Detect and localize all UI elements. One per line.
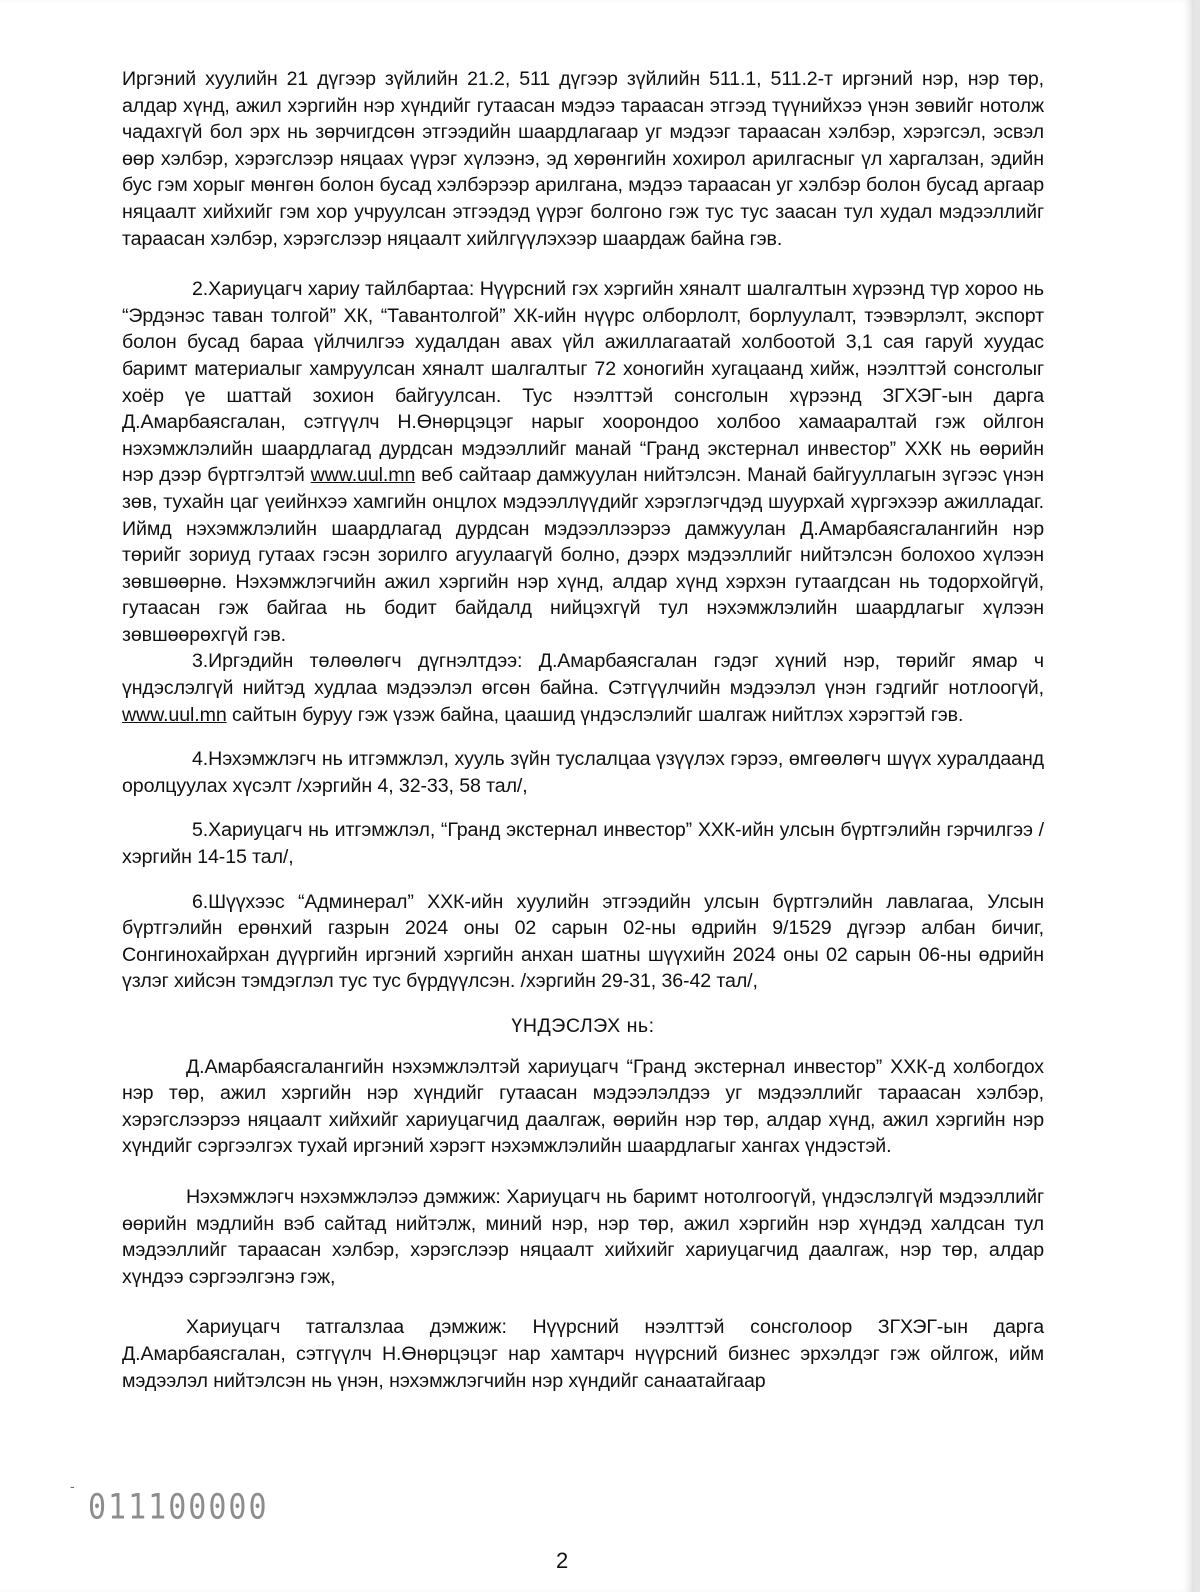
paragraph-citizen-representative-text-2: сайтын буруу гэж үзэж байна, цаашид үндэслэлийг шалгаж нийтлэх хэрэгтэй гэв. (226, 703, 964, 726)
paragraph-civil-code: Иргэний хуулийн 21 дүгээр зүйлийн 21.2, 511 дүгээр зүйлийн 511.1, 511.2-т иргэний нэр, нэр төр, алдар хүнд, ажил хэргийн нэр хүндийг гутаасан мэдээ тараасан этгээд түүнийхээ үнэн зөвийг нотолж чадахгүй бол эрх нь зөрчигдсөн этгээдийн шаардлагаар уг мэдээг тараасан хэлбэр, хэрэгсэл, эсвэл өөр хэлбэр, хэрэгслээр няцаах үүрэг хүлээнэ, эд хөрөнгийн хохирол арилгасныг үл харгалзан, эдийн бус гэм хорыг мөнгөн болон бусад хэлбэрээр арилгана, мэдээ тараасан уг хэлбэр болон бусад аргаар няцаалт хийхийг гэм хор учруулсан этгээдэд үүрэг болгоно гэж тус тус заасан тул худал мэдээллийг тараасан хэлбэр, хэрэгслээр няцаалт хийлгүүлэхээр шаардаж байна гэв. (122, 68, 1044, 250)
website-link-2[interactable]: www.uul.mn (122, 703, 227, 726)
paragraph-defendant-documents: 5.Хариуцагч нь итгэмжлэл, “Гранд экстернал инвестор” ХХК-ийн улсын бүртгэлийн гэрчилгээ /хэргийн 14-15 тал/, (122, 819, 1044, 869)
margin-mark: - (70, 1478, 75, 1494)
paragraph-citizen-representative-text-1: 3.Иргэдийн төлөөлөгч дүгнэлтдээ: Д.Амарбаясгалан гэдэг хүний нэр, төрийг ямар ч үндэслэлгүй нийтэд худлаа мэдээлэл өгсөн байна. Сэтгүүлчийн мэдээлэл үнэн гэдгийг нотлоогүй, (122, 650, 1044, 700)
paragraph-defendant-response-text-2: веб сайтаар дамжуулан нийтэлсэн. Манай байгууллагын зүгээс үнэн зөв, тухайн цаг үеийнхээ хамгийн онцлох мэдээллүүдийг хэрэглэгчдэд шуурхай хүргэхээр ажилладаг. Иймд нэхэмжлэлийн шаардлагад дурдсан мэдээллээрээ дамжуулан Д.Амарбаясгалангийн нэр төрийг зориуд гутаах гэсэн зорилго агуулаагүй болно, дээрх мэдээллийг нийтэлсэн болохоо хүлээн зөвшөөрнө. Нэхэмжлэгчийн ажил хэргийн нэр хүнд, алдар хүнд хэрхэн гутаагдсан нь тодорхойгүй, гутаасан гэж байгаа нь бодит байдалд нийцэхгүй тул нэхэмжлэлийн шаардлагыг хүлээн зөвшөөрөхгүй гэв. (122, 464, 1044, 646)
paragraph-grounds: Д.Амарбаясгалангийн нэхэмжлэлтэй хариуцагч “Гранд экстернал инвестор” ХХК-д холбогдох нэр төр, ажил хэргийн нэр хүндийг гутаасан мэдээлэлдээ уг мэдээллийг тараасан хэлбэр, хэрэгслээрээ няцаалт хийхийг хариуцагчид даалгаж, өөрийн нэр төр, алдар хүнд, ажил хэргийн нэр хүндийг сэргээлгэх тухай иргэний хэрэгт нэхэмжлэлийн шаардлагыг хангах үндэстэй. (122, 1055, 1044, 1158)
document-body (122, 66, 1044, 1394)
page-number: 2 (556, 1548, 569, 1573)
paragraph-court-documents: 6.Шүүхээс “Админерал” ХХК-ийн хуулийн этгээдийн улсын бүртгэлийн лавлагаа, Улсын бүртгэлийн ерөнхий газрын 2024 оны 02 сарын 02-ны өдрийн 9/1529 дүгээр албан бичиг, Сонгинохайрхан дүүргийн иргэний хэргийн анхан шатны шүүхийн 2024 оны 02 сарын 06-ны өдрийн үзлэг хийсэн тэмдэглэл тус тус бүрдүүлсэн. /хэргийн 29-31, 36-42 тал/, (122, 890, 1044, 993)
website-link[interactable]: www.uul.mn (310, 464, 416, 487)
serial-number-stamp: 011100000 (88, 1487, 269, 1528)
paragraph-defendant-response (122, 276, 1044, 648)
paragraph-plaintiff-support: Нэхэмжлэгч нэхэмжлэлээ дэмжиж: Хариуцагч нь баримт нотолгоогүй, үндэслэлгүй мэдээллийг өөрийн мэдлийн вэб сайтад нийтэлж, миний нэр, нэр төр, ажил хэргийн нэр хүндэд халдсан тул мэдээллийг тараасан хэлбэр, хэрэгслээр няцаалт хийхийг хариуцагчид даалгаж, нэр төр, алдар хүндээ сэргээлгэнэ гэж, (122, 1185, 1044, 1288)
paragraph-defendant-response-text-1: 2.Хариуцагч хариу тайлбартаа: Нүүрсний гэх хэргийн хяналт шалгалтын хүрээнд түр хороо нь “Эрдэнэс таван толгой” ХК, “Тавантолгой” ХК-ийн нүүрс олборлолт, борлуулалт, тээвэрлэлт, экспорт болон бусад бараа үйлчилгээ худалдан авах үйл ажиллагаатай холбоотой 3,1 сая гаруй хуудас баримт материалыг хамруулсан хяналт шалгалтыг 72 хоногийн хугацаанд хийж, нээлттэй сонсголыг хоёр үе шаттай зохион байгуулсан. Тус нээлттэй сонсголын хүрээнд ЗГХЭГ-ын дарга Д.Амарбаясгалан, сэтгүүлч Н.Өнөрцэцэг нарыг хоорондоо холбоо хамааралтай гэж ойлгон нэхэмжлэлийн шаардлагад дурдсан мэдээллийг манай “Гранд экстернал инвестор” ХХК нь өөрийн нэр дээр бүртгэлтэй (122, 278, 1044, 487)
paragraph-plaintiff-documents: 4.Нэхэмжлэгч нь итгэмжлэл, хууль зүйн туслалцаа үзүүлэх гэрээ, өмгөөлөгч шүүх хуралдаанд оролцуулах хүсэлт /хэргийн 4, 32-33, 58 тал/, (122, 748, 1044, 797)
paragraph-defendant-refusal: Хариуцагч татгалзлаа дэмжиж: Нүүрсний нээлттэй сонсголоор ЗГХЭГ-ын дарга Д.Амарбаясгалан, сэтгүүлч Н.Өнөрцэцэг нар хамтарч нүүрсний бизнес эрхэлдэг гэж ойлгож, ийм мэдээлэл нийтэлсэн нь үнэн, нэхэмжлэгчийн нэр хүндийг санаатайгаар (122, 1316, 1044, 1392)
paragraph-citizen-representative (122, 648, 1044, 728)
section-heading: ҮНДЭСЛЭХ нь: (511, 1015, 655, 1037)
